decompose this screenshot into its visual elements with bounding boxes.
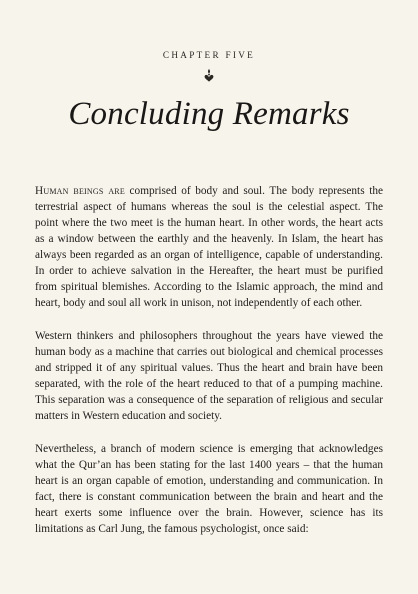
paragraph-text: Western thinkers and philosophers throughout the years have viewed the human body as a machine that carries out biological and chemical processes and stripped it of any spiritual values. Thus the heart and brain have been separated, with the role of the heart reduced to that of a pumping machine. This separation was a consequence of the separation of religious and secular matters in Western education and society.: [35, 330, 383, 422]
fleuron-icon: [203, 68, 215, 82]
paragraph-2: [35, 328, 383, 424]
paragraph-1: [35, 183, 383, 311]
chapter-label: CHAPTER FIVE: [162, 50, 256, 60]
body-text: [35, 183, 383, 537]
paragraph-3: [35, 441, 383, 537]
paragraph-text: Nevertheless, a branch of modern science is emerging that acknowledges what the Qur’an has been stating for the last 1400 years – that the human heart is an organ capable of emotion, understanding and communication. In fact, there is constant communication between the brain and heart and the heart exerts some influence over the brain. However, science has its limitations as Carl Jung, the famous psychologist, once said:: [35, 443, 383, 535]
paragraph-text: comprised of body and soul. The body represents the terrestrial aspect of humans whereas the soul is the celestial aspect. The point where the two meet is the human heart. In other words, the heart acts as a window between the earthly and the heavenly. In Islam, the heart has always been regarded as an organ of intelligence, capable of understanding. In order to achieve salvation in the Hereafter, the heart must be purified from spiritual blemishes. According to the Islamic approach, the mind and heart, body and soul all work in unison, not independently of each other.: [35, 185, 383, 309]
chapter-title: Concluding Remarks: [68, 96, 350, 132]
paragraph-lead-in: Human beings are: [35, 185, 125, 197]
